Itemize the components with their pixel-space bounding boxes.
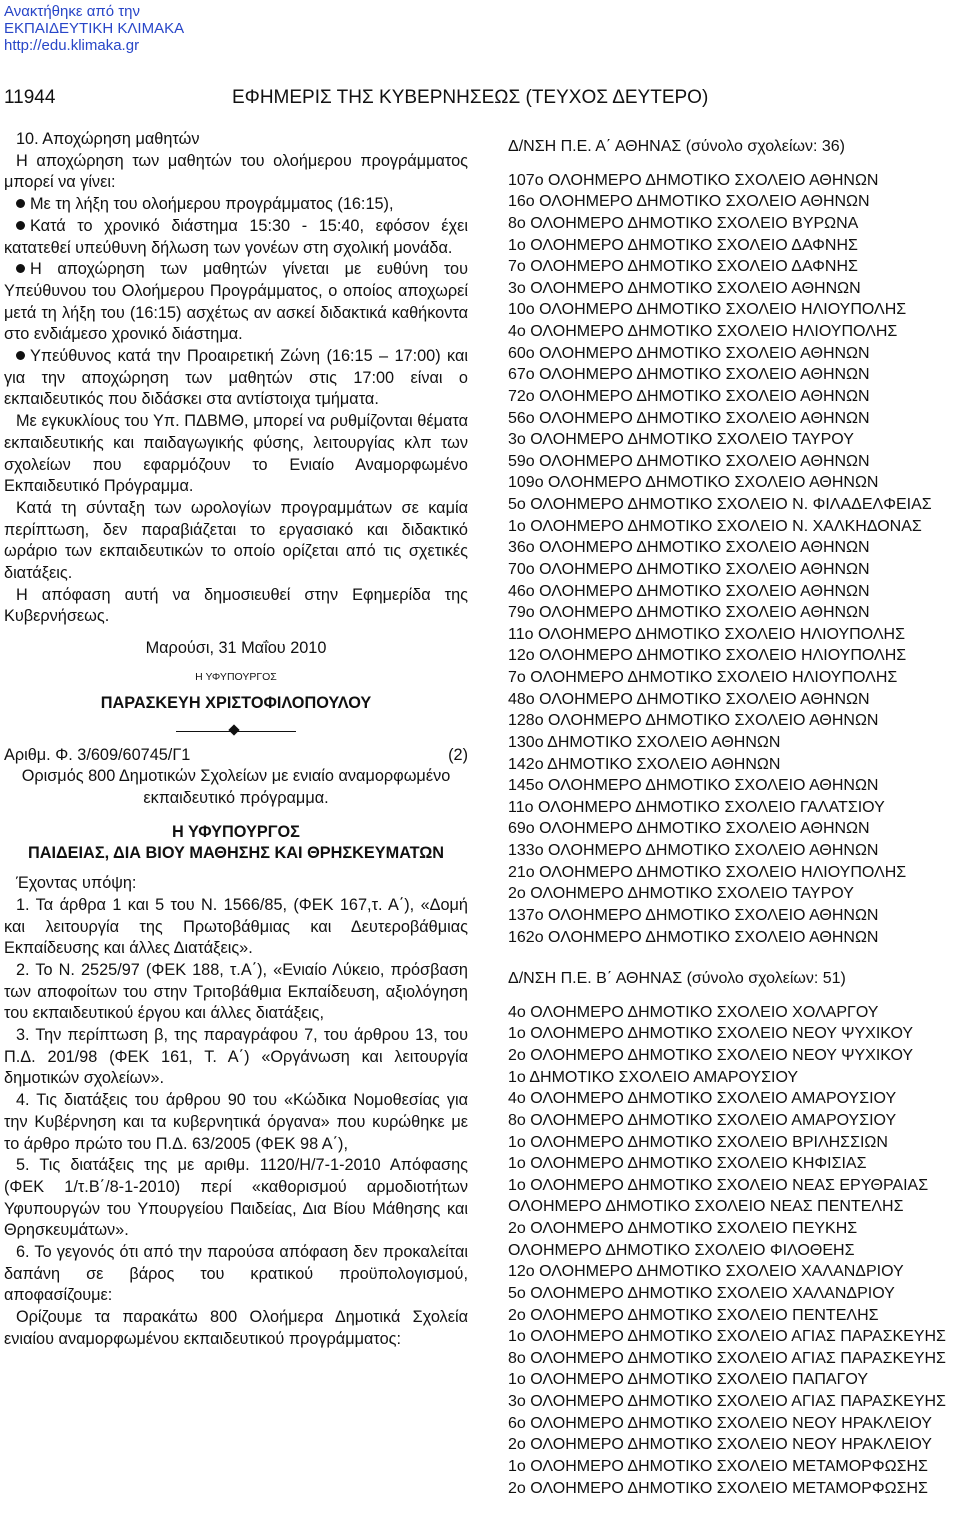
decision-reference [4,745,468,767]
bullet-item: Υπεύθυνος κατά την Προαιρετική Ζώνη (16:15 – 17:00) και για την αποχώρηση των μαθητών στις 17:00 είναι ο εκπαιδευτικός που διδάσκει στα αντίστοιχα τμήματα. [4,347,468,409]
school-list-item: 2ο ΟΛΟΗΜΕΡΟ ΔΗΜΟΤΙΚΟ ΣΧΟΛΕΙΟ ΠΕΥΚΗΣ [508,1220,858,1237]
school-list-item: 5ο ΟΛΟΗΜΕΡΟ ΔΗΜΟΤΙΚΟ ΣΧΟΛΕΙΟ Ν. ΦΙΛΑΔΕΛΦΕΙΑΣ [508,496,932,513]
school-list-item: 162ο ΟΛΟΗΜΕΡΟ ΔΗΜΟΤΙΚΟ ΣΧΟΛΕΙΟ ΑΘΗΝΩΝ [508,928,879,946]
decision-number: (2) [448,745,468,764]
minister-title: Η ΥΦΥΠΟΥΡΓΟΣ [172,822,300,841]
recital: 3. Την περίπτωση β, της παραγράφου 7, του άρθρου 13, του Π.Δ. 201/98 (ΦΕΚ 161, Τ. Α΄) «Οργάνωση και λειτουργία δημοτικών σχολείων». [4,1026,468,1088]
bullet-item: Με τη λήξη του ολοήμερου προγράμματος (16:15), [4,194,468,216]
bullet-item: Κατά το χρονικό διάστημα 15:30 - 15:40, εφόσον έχει κατατεθεί υπεύθυνη δήλωση των γονέων στη σχολική μονάδα. [4,216,468,257]
paragraph: Η απόφαση αυτή να δημοσιευθεί στην Εφημερίδα της Κυβερνήσεως. [4,585,468,626]
recital: 5. Τις διατάξεις της με αριθμ. 1120/Η/7-1-2010 Απόφασης (ΦΕΚ 1/τ.Β΄/8-1-2010) περί «καθορισμού αρμοδιοτήτων Υφυπουργών του Υπουργείου Παιδείας, Δια Βίου Μάθησης και Θρησκευμάτων». [4,1156,468,1240]
school-list-item: 1ο ΟΛΟΗΜΕΡΟ ΔΗΜΟΤΙΚΟ ΣΧΟΛΕΙΟ ΑΓΙΑΣ ΠΑΡΑΣΚΕΥΗΣ [508,1328,946,1346]
school-list-item: 1ο ΟΛΟΗΜΕΡΟ ΔΗΜΟΤΙΚΟ ΣΧΟΛΕΙΟ ΚΗΦΙΣΙΑΣ [508,1155,867,1173]
school-list-item: 2ο ΟΛΟΗΜΕΡΟ ΔΗΜΟΤΙΚΟ ΣΧΟΛΕΙΟ ΠΕΝΤΕΛΗΣ [508,1306,879,1324]
school-list-item: 5ο ΟΛΟΗΜΕΡΟ ΔΗΜΟΤΙΚΟ ΣΧΟΛΕΙΟ ΧΑΛΑΝΔΡΙΟΥ [508,1284,895,1302]
school-list-item: 2ο ΟΛΟΗΜΕΡΟ ΔΗΜΟΤΙΚΟ ΣΧΟΛΕΙΟ ΤΑΥΡΟΥ [508,885,854,903]
school-list-item: 1ο ΔΗΜΟΤΙΚΟ ΣΧΟΛΕΙΟ ΑΜΑΡΟΥΣΙΟΥ [508,1068,799,1086]
section-gap [508,948,956,968]
school-list-item: ΟΛΟΗΜΕΡΟ ΔΗΜΟΤΙΚΟ ΣΧΟΛΕΙΟ ΝΕΑΣ ΠΕΝΤΕΛΗΣ [508,1198,904,1216]
source-link[interactable]: http://edu.klimaka.gr [4,37,140,54]
having-regard: Έχοντας υπόψη: [16,874,137,893]
school-list-item: 145ο ΟΛΟΗΜΕΡΟ ΔΗΜΟΤΙΚΟ ΣΧΟΛΕΙΟ ΑΘΗΝΩΝ [508,777,879,795]
source-note [4,3,184,54]
school-list-item: 137ο ΟΛΟΗΜΕΡΟ ΔΗΜΟΤΙΚΟ ΣΧΟΛΕΙΟ ΑΘΗΝΩΝ [508,906,879,924]
section-b-title: Δ/ΝΣΗ Π.Ε. Β΄ ΑΘΗΝΑΣ (σύνολο σχολείων: 51) [508,970,846,988]
school-list-item: 7ο ΟΛΟΗΜΕΡΟ ΔΗΜΟΤΙΚΟ ΣΧΟΛΕΙΟ ΔΑΦΝΗΣ [508,258,858,276]
school-list-item: 48ο ΟΛΟΗΜΕΡΟ ΔΗΜΟΤΙΚΟ ΣΧΟΛΕΙΟ ΑΘΗΝΩΝ [508,690,870,708]
school-list-item: 4ο ΟΛΟΗΜΕΡΟ ΔΗΜΟΤΙΚΟ ΣΧΟΛΕΙΟ ΗΛΙΟΥΠΟΛΗΣ [508,323,898,340]
recital: 4. Τις διατάξεις του άρθρου 90 του «Κώδικα Νομοθεσίας για την Κυβέρνηση και τα κυβερνητικά όργανα» που κυρώθηκε με το άρθρο πρώτο του Π.Δ. 63/2005 (ΦΕΚ 98 Α΄), [4,1091,468,1153]
school-list-item: 1ο ΟΛΟΗΜΕΡΟ ΔΗΜΟΤΙΚΟ ΣΧΟΛΕΙΟ ΜΕΤΑΜΟΡΦΩΣΗΣ [508,1457,928,1475]
school-list-item: 21ο ΟΛΟΗΜΕΡΟ ΔΗΜΟΤΙΚΟ ΣΧΟΛΕΙΟ ΗΛΙΟΥΠΟΛΗΣ [508,863,907,881]
section-heading: 10. Αποχώρηση μαθητών [16,130,200,148]
school-list-item: 7ο ΟΛΟΗΜΕΡΟ ΔΗΜΟΤΙΚΟ ΣΧΟΛΕΙΟ ΗΛΙΟΥΠΟΛΗΣ [508,669,898,686]
section-b-school-list [508,1002,956,1499]
school-list-item: 8ο ΟΛΟΗΜΕΡΟ ΔΗΜΟΤΙΚΟ ΣΧΟΛΕΙΟ ΑΜΑΡΟΥΣΙΟΥ [508,1111,897,1129]
signer-title: Η ΥΦΥΠΟΥΡΓΟΣ [195,670,277,683]
school-list-item: 2ο ΟΛΟΗΜΕΡΟ ΔΗΜΟΤΙΚΟ ΣΧΟΛΕΙΟ ΝΕΟΥ ΗΡΑΚΛΕΙΟΥ [508,1436,932,1454]
decision-subject: Ορισμός 800 Δημοτικών Σχολείων με ενιαίο αναμορφωμένο εκπαιδευτικό πρόγραμμα. [21,767,451,807]
source-line-2: ΕΚΠΑΙΔΕΥΤΙΚΗ ΚΛΙΜΑΚΑ [4,20,185,37]
school-list-item: 2ο ΟΛΟΗΜΕΡΟ ΔΗΜΟΤΙΚΟ ΣΧΟΛΕΙΟ ΜΕΤΑΜΟΡΦΩΣΗΣ [508,1479,928,1497]
school-list-item: 8ο ΟΛΟΗΜΕΡΟ ΔΗΜΟΤΙΚΟ ΣΧΟΛΕΙΟ ΒΥΡΩΝΑ [508,214,859,232]
school-list-item: 67ο ΟΛΟΗΜΕΡΟ ΔΗΜΟΤΙΚΟ ΣΧΟΛΕΙΟ ΑΘΗΝΩΝ [508,366,870,384]
school-list-item: 1ο ΟΛΟΗΜΕΡΟ ΔΗΜΟΤΙΚΟ ΣΧΟΛΕΙΟ ΝΕΟΥ ΨΥΧΙΚΟΥ [508,1025,914,1043]
school-list-item: 130ο ΔΗΜΟΤΙΚΟ ΣΧΟΛΕΙΟ ΑΘΗΝΩΝ [508,733,781,751]
school-list-item: 12ο ΟΛΟΗΜΕΡΟ ΔΗΜΟΤΙΚΟ ΣΧΟΛΕΙΟ ΧΑΛΑΝΔΡΙΟΥ [508,1263,904,1281]
source-line-1: Ανακτήθηκε από την [4,3,141,20]
school-list-item: 3ο ΟΛΟΗΜΕΡΟ ΔΗΜΟΤΙΚΟ ΣΧΟΛΕΙΟ ΑΓΙΑΣ ΠΑΡΑΣΚΕΥΗΣ [508,1393,946,1410]
decision-text: Ορίζουμε τα παρακάτω 800 Ολοήμερα Δημοτικά Σχολεία ενιαίου αναμορφωμένου εκπαιδευτικού προγράμματος: [4,1308,468,1348]
separator [176,726,296,736]
page-number: 11944 [4,87,56,108]
decision-ref: Αριθμ. Φ. 3/609/60745/Γ1 [4,745,191,764]
bullet-icon [16,351,25,360]
school-list-item: 59ο ΟΛΟΗΜΕΡΟ ΔΗΜΟΤΙΚΟ ΣΧΟΛΕΙΟ ΑΘΗΝΩΝ [508,452,870,470]
school-list-item: 10ο ΟΛΟΗΜΕΡΟ ΔΗΜΟΤΙΚΟ ΣΧΟΛΕΙΟ ΗΛΙΟΥΠΟΛΗΣ [508,301,907,319]
signer-name: ΠΑΡΑΣΚΕΥΗ ΧΡΙΣΤΟΦΙΛΟΠΟΥΛΟΥ [100,693,372,712]
recital: 2. Το Ν. 2525/97 (ΦΕΚ 188, τ.Α΄), «Ενιαίο Λύκειο, πρόσβαση των αποφοίτων του στην Τριτοβάθμια Εκπαίδευση, αξιολόγηση του εκπαιδευτικού έργου και άλλες διατάξεις, [4,960,468,1023]
diamond-icon [228,724,239,735]
school-list-item: 11ο ΟΛΟΗΜΕΡΟ ΔΗΜΟΤΙΚΟ ΣΧΟΛΕΙΟ ΗΛΙΟΥΠΟΛΗΣ [508,625,905,643]
section-a-school-list [508,170,956,949]
recital: 6. Το γεγονός ότι από την παρούσα απόφαση δεν προκαλείται δαπάνη σε βάρος του κρατικού προϋπολογισμού, αποφασίζουμε: [4,1243,468,1305]
school-list-item: 3ο ΟΛΟΗΜΕΡΟ ΔΗΜΟΤΙΚΟ ΣΧΟΛΕΙΟ ΑΘΗΝΩΝ [508,279,861,297]
school-list-item: 128ο ΟΛΟΗΜΕΡΟ ΔΗΜΟΤΙΚΟ ΣΧΟΛΕΙΟ ΑΘΗΝΩΝ [508,712,879,730]
school-list-item: 1ο ΟΛΟΗΜΕΡΟ ΔΗΜΟΤΙΚΟ ΣΧΟΛΕΙΟ ΠΑΠΑΓΟΥ [508,1371,869,1389]
left-column [4,129,468,1351]
school-list-item: 12ο ΟΛΟΗΜΕΡΟ ΔΗΜΟΤΙΚΟ ΣΧΟΛΕΙΟ ΗΛΙΟΥΠΟΛΗΣ [508,647,907,665]
school-list-item: 8ο ΟΛΟΗΜΕΡΟ ΔΗΜΟΤΙΚΟ ΣΧΟΛΕΙΟ ΑΓΙΑΣ ΠΑΡΑΣΚΕΥΗΣ [508,1349,946,1367]
bullet-item: Η αποχώρηση των μαθητών γίνεται με ευθύνη του Υπεύθυνου του Ολοήμερου Προγράμματος, ο οποίος αποχωρεί μετά τη λήξη του (16:15) ασχέτως αν ασκεί διδακτικά καθήκοντα στο ενδιάμεσο χρονικό διάστημα. [4,260,468,344]
school-list-item: 79ο ΟΛΟΗΜΕΡΟ ΔΗΜΟΤΙΚΟ ΣΧΟΛΕΙΟ ΑΘΗΝΩΝ [508,604,870,622]
ministry-name: ΠΑΙΔΕΙΑΣ, ΔΙΑ ΒΙΟΥ ΜΑΘΗΣΗΣ ΚΑΙ ΘΡΗΣΚΕΥΜΑΤΩΝ [27,844,445,863]
school-list-item: 4ο ΟΛΟΗΜΕΡΟ ΔΗΜΟΤΙΚΟ ΣΧΟΛΕΙΟ ΑΜΑΡΟΥΣΙΟΥ [508,1090,897,1108]
bullet-icon [16,221,25,230]
school-list-item: 70ο ΟΛΟΗΜΕΡΟ ΔΗΜΟΤΙΚΟ ΣΧΟΛΕΙΟ ΑΘΗΝΩΝ [508,560,870,578]
school-list-item: 4ο ΟΛΟΗΜΕΡΟ ΔΗΜΟΤΙΚΟ ΣΧΟΛΕΙΟ ΧΟΛΑΡΓΟΥ [508,1003,879,1021]
school-list-item: 1ο ΟΛΟΗΜΕΡΟ ΔΗΜΟΤΙΚΟ ΣΧΟΛΕΙΟ ΔΑΦΝΗΣ [508,236,858,254]
school-list-item: 72ο ΟΛΟΗΜΕΡΟ ΔΗΜΟΤΙΚΟ ΣΧΟΛΕΙΟ ΑΘΗΝΩΝ [508,387,870,405]
school-list-item: 56ο ΟΛΟΗΜΕΡΟ ΔΗΜΟΤΙΚΟ ΣΧΟΛΕΙΟ ΑΘΗΝΩΝ [508,409,870,427]
school-list-item: 107ο ΟΛΟΗΜΕΡΟ ΔΗΜΟΤΙΚΟ ΣΧΟΛΕΙΟ ΑΘΗΝΩΝ [508,171,879,189]
school-list-item: 11ο ΟΛΟΗΜΕΡΟ ΔΗΜΟΤΙΚΟ ΣΧΟΛΕΙΟ ΓΑΛΑΤΣΙΟΥ [508,798,885,816]
school-list-item: 46ο ΟΛΟΗΜΕΡΟ ΔΗΜΟΤΙΚΟ ΣΧΟΛΕΙΟ ΑΘΗΝΩΝ [508,582,870,600]
recital: 1. Τα άρθρα 1 και 5 του Ν. 1566/85, (ΦΕΚ 167,τ. Α΄), «Δομή και λειτουργία της Πρωτοβάθμιας και Δευτεροβάθμιας Εκπαίδευσης και άλλες Διατάξεις». [4,895,468,958]
right-column [508,136,956,1499]
place-date: Μαρούσι, 31 Μαΐου 2010 [145,639,327,658]
section-a-title: Δ/ΝΣΗ Π.Ε. Α΄ ΑΘΗΝΑΣ (σύνολο σχολείων: 36) [508,138,845,155]
school-list-item: 1ο ΟΛΟΗΜΕΡΟ ΔΗΜΟΤΙΚΟ ΣΧΟΛΕΙΟ ΝΕΑΣ ΕΡΥΘΡΑΙΑΣ [508,1176,929,1194]
school-list-item: 1ο ΟΛΟΗΜΕΡΟ ΔΗΜΟΤΙΚΟ ΣΧΟΛΕΙΟ Ν. ΧΑΛΚΗΔΟΝΑΣ [508,517,922,535]
school-list-item: 133ο ΟΛΟΗΜΕΡΟ ΔΗΜΟΤΙΚΟ ΣΧΟΛΕΙΟ ΑΘΗΝΩΝ [508,842,879,859]
gazette-title: ΕΦΗΜΕΡΙΣ ΤΗΣ ΚΥΒΕΡΝΗΣΕΩΣ (ΤΕΥΧΟΣ ΔΕΥΤΕΡΟ) [232,87,709,108]
school-list-item: 6ο ΟΛΟΗΜΕΡΟ ΔΗΜΟΤΙΚΟ ΣΧΟΛΕΙΟ ΝΕΟΥ ΗΡΑΚΛΕΙΟΥ [508,1414,932,1432]
paragraph: Κατά τη σύνταξη των ωρολογίων προγραμμάτων σε καμία περίπτωση, δεν παραβιάζεται το εργασιακό και διδακτικό ωράριο των εκπαιδευτικών το οποίο ορίζεται από τις σχετικές διατάξεις. [4,498,468,583]
school-list-item: 142ο ΔΗΜΟΤΙΚΟ ΣΧΟΛΕΙΟ ΑΘΗΝΩΝ [508,755,781,773]
school-list-item: 36ο ΟΛΟΗΜΕΡΟ ΔΗΜΟΤΙΚΟ ΣΧΟΛΕΙΟ ΑΘΗΝΩΝ [508,539,870,557]
school-list-item: 69ο ΟΛΟΗΜΕΡΟ ΔΗΜΟΤΙΚΟ ΣΧΟΛΕΙΟ ΑΘΗΝΩΝ [508,820,870,838]
school-list-item: ΟΛΟΗΜΕΡΟ ΔΗΜΟΤΙΚΟ ΣΧΟΛΕΙΟ ΦΙΛΟΘΕΗΣ [508,1241,855,1259]
bullet-icon [16,264,25,273]
bullet-icon [16,199,25,208]
paragraph: Με εγκυκλίους του Υπ. ΠΔΒΜΘ, μπορεί να ρυθμίζονται θέματα εκπαιδευτικής και παιδαγωγικής φύσης, λειτουργίας κλπ των σχολείων που εφαρμόζουν το Ενιαίο Αναμορφωμένο Εκπαιδευτικό Πρόγραμμα. [4,412,468,496]
school-list-item: 60ο ΟΛΟΗΜΕΡΟ ΔΗΜΟΤΙΚΟ ΣΧΟΛΕΙΟ ΑΘΗΝΩΝ [508,344,870,362]
school-list-item: 1ο ΟΛΟΗΜΕΡΟ ΔΗΜΟΤΙΚΟ ΣΧΟΛΕΙΟ ΒΡΙΛΗΣΣΙΩΝ [508,1133,888,1151]
school-list-item: 109ο ΟΛΟΗΜΕΡΟ ΔΗΜΟΤΙΚΟ ΣΧΟΛΕΙΟ ΑΘΗΝΩΝ [508,474,879,492]
school-list-item: 3ο ΟΛΟΗΜΕΡΟ ΔΗΜΟΤΙΚΟ ΣΧΟΛΕΙΟ ΤΑΥΡΟΥ [508,431,854,449]
school-list-item: 16ο ΟΛΟΗΜΕΡΟ ΔΗΜΟΤΙΚΟ ΣΧΟΛΕΙΟ ΑΘΗΝΩΝ [508,193,870,211]
school-list-item: 2ο ΟΛΟΗΜΕΡΟ ΔΗΜΟΤΙΚΟ ΣΧΟΛΕΙΟ ΝΕΟΥ ΨΥΧΙΚΟΥ [508,1047,914,1064]
paragraph: Η αποχώρηση των μαθητών του ολοήμερου προγράμματος μπορεί να γίνει: [4,151,468,192]
